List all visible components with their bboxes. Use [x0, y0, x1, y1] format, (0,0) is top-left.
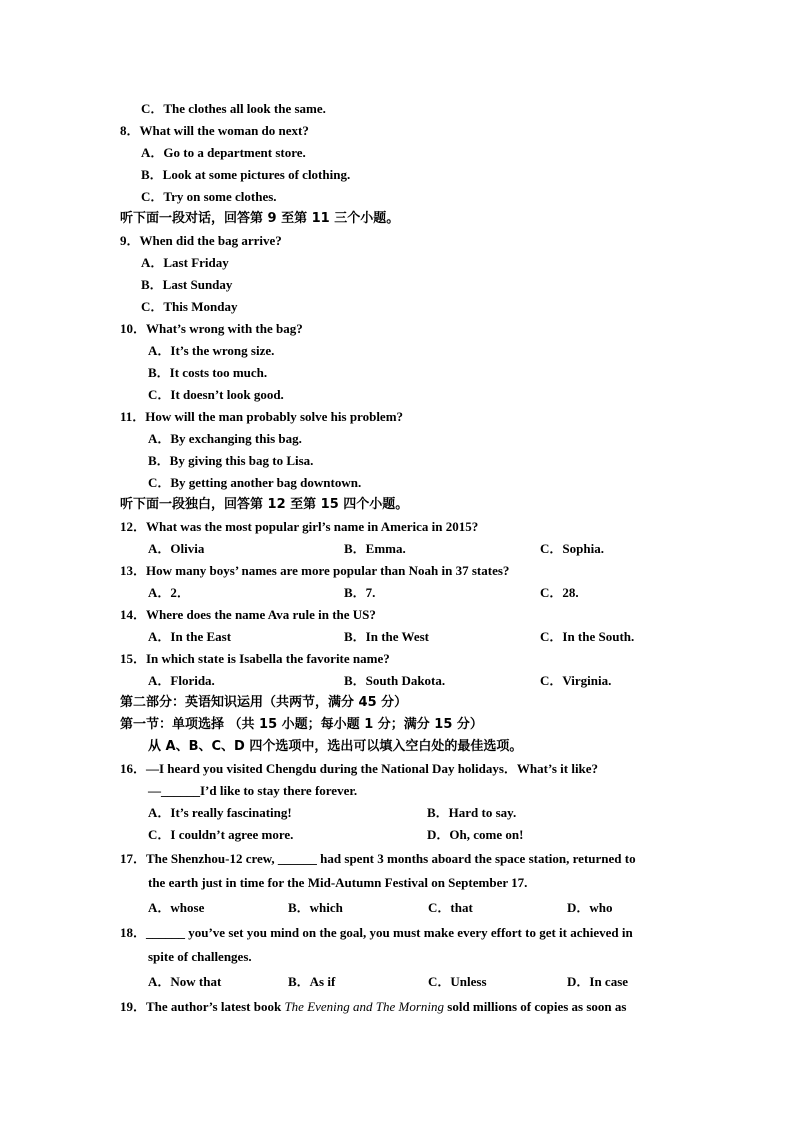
- q17-option-a: A．whose: [148, 900, 205, 915]
- section-one-heading: 第一节：单项选择 （共 15 小题；每小题 1 分；满分 15 分）: [120, 717, 483, 732]
- q19-stem-post: sold millions of copies as soon as: [444, 999, 627, 1014]
- part-two-heading: 第二部分：英语知识运用（共两节，满分 45 分）: [120, 695, 408, 710]
- q11-option-b: B．By giving this bag to Lisa.: [148, 453, 314, 468]
- q7-option-c: C．The clothes all look the same.: [141, 101, 326, 116]
- q12-stem: 12．What was the most popular girl’s name in America in 2015?: [120, 519, 479, 534]
- q16-stem: 16．—I heard you visited Chengdu during the National Day holidays．What’s it like?: [120, 761, 599, 776]
- section-heading-9-11: 听下面一段对话，回答第 9 至第 11 三个小题。: [120, 211, 400, 226]
- q10-option-b: B．It costs too much.: [148, 365, 268, 380]
- q11-stem: 11．How will the man probably solve his problem?: [120, 409, 404, 424]
- q16-line2: —______I’d like to stay there forever.: [148, 783, 358, 798]
- q16-option-d: D．Oh, come on!: [427, 827, 524, 842]
- q18-option-a: A．Now that: [148, 974, 222, 989]
- q8-option-a: A．Go to a department store.: [141, 145, 306, 160]
- q15-stem: 15．In which state is Isabella the favorite name?: [120, 651, 390, 666]
- q10-option-a: A．It’s the wrong size.: [148, 343, 275, 358]
- q18-option-d: D．In case: [567, 974, 629, 989]
- q18-option-b: B．As if: [288, 974, 336, 989]
- q9-option-a: A．Last Friday: [141, 255, 229, 270]
- q10-option-c: C．It doesn’t look good.: [148, 387, 284, 402]
- q11-option-c: C．By getting another bag downtown.: [148, 475, 362, 490]
- q15-option-c: C．Virginia.: [540, 673, 612, 688]
- q18-option-c: C．Unless: [428, 974, 487, 989]
- q12-option-c: C．Sophia.: [540, 541, 604, 556]
- q15-option-b: B．South Dakota.: [344, 673, 446, 688]
- q10-stem: 10．What’s wrong with the bag?: [120, 321, 303, 336]
- q8-stem: 8．What will the woman do next?: [120, 123, 309, 138]
- q13-option-b: B．7.: [344, 585, 376, 600]
- q15-option-a: A．Florida.: [148, 673, 215, 688]
- q8-option-b: B．Look at some pictures of clothing.: [141, 167, 351, 182]
- q14-stem: 14．Where does the name Ava rule in the US?: [120, 607, 376, 622]
- q14-option-a: A．In the East: [148, 629, 232, 644]
- q19-stem: [120, 999, 626, 1015]
- q13-stem: 13．How many boys’ names are more popular than Noah in 37 states?: [120, 563, 510, 578]
- q14-option-c: C．In the South.: [540, 629, 635, 644]
- q8-option-c: C．Try on some clothes.: [141, 189, 277, 204]
- q17-option-c: C．that: [428, 900, 473, 915]
- q17-line2: the earth just in time for the Mid-Autumn Festival on September 17.: [148, 875, 528, 890]
- q13-option-c: C．28.: [540, 585, 579, 600]
- q17-stem: 17．The Shenzhou-12 crew, ______ had spent 3 months aboard the space station, returned to: [120, 851, 636, 866]
- q11-option-a: A．By exchanging this bag.: [148, 431, 302, 446]
- instructions: 从 A、B、C、D 四个选项中，选出可以填入空白处的最佳选项。: [148, 739, 523, 754]
- q16-option-a: A．It’s really fascinating!: [148, 805, 292, 820]
- q9-stem: 9．When did the bag arrive?: [120, 233, 282, 248]
- q17-option-b: B．which: [288, 900, 343, 915]
- q16-option-c: C．I couldn’t agree more.: [148, 827, 294, 842]
- q14-option-b: B．In the West: [344, 629, 429, 644]
- q12-option-a: A．Olivia: [148, 541, 205, 556]
- q19-stem-pre: 19．The author’s latest book: [120, 999, 285, 1014]
- q18-stem: 18．______ you’ve set you mind on the goal, you must make every effort to get it achieved in: [120, 925, 633, 940]
- q16-option-b: B．Hard to say.: [427, 805, 517, 820]
- q9-option-c: C．This Monday: [141, 299, 238, 314]
- q19-book-title: The Evening and The Morning: [284, 999, 445, 1014]
- q9-option-b: B．Last Sunday: [141, 277, 233, 292]
- q12-option-b: B．Emma.: [344, 541, 406, 556]
- q18-line2: spite of challenges.: [148, 949, 252, 964]
- q13-option-a: A．2．: [148, 585, 190, 600]
- section-heading-12-15: 听下面一段独白，回答第 12 至第 15 四个小题。: [120, 497, 409, 512]
- q17-option-d: D．who: [567, 900, 613, 915]
